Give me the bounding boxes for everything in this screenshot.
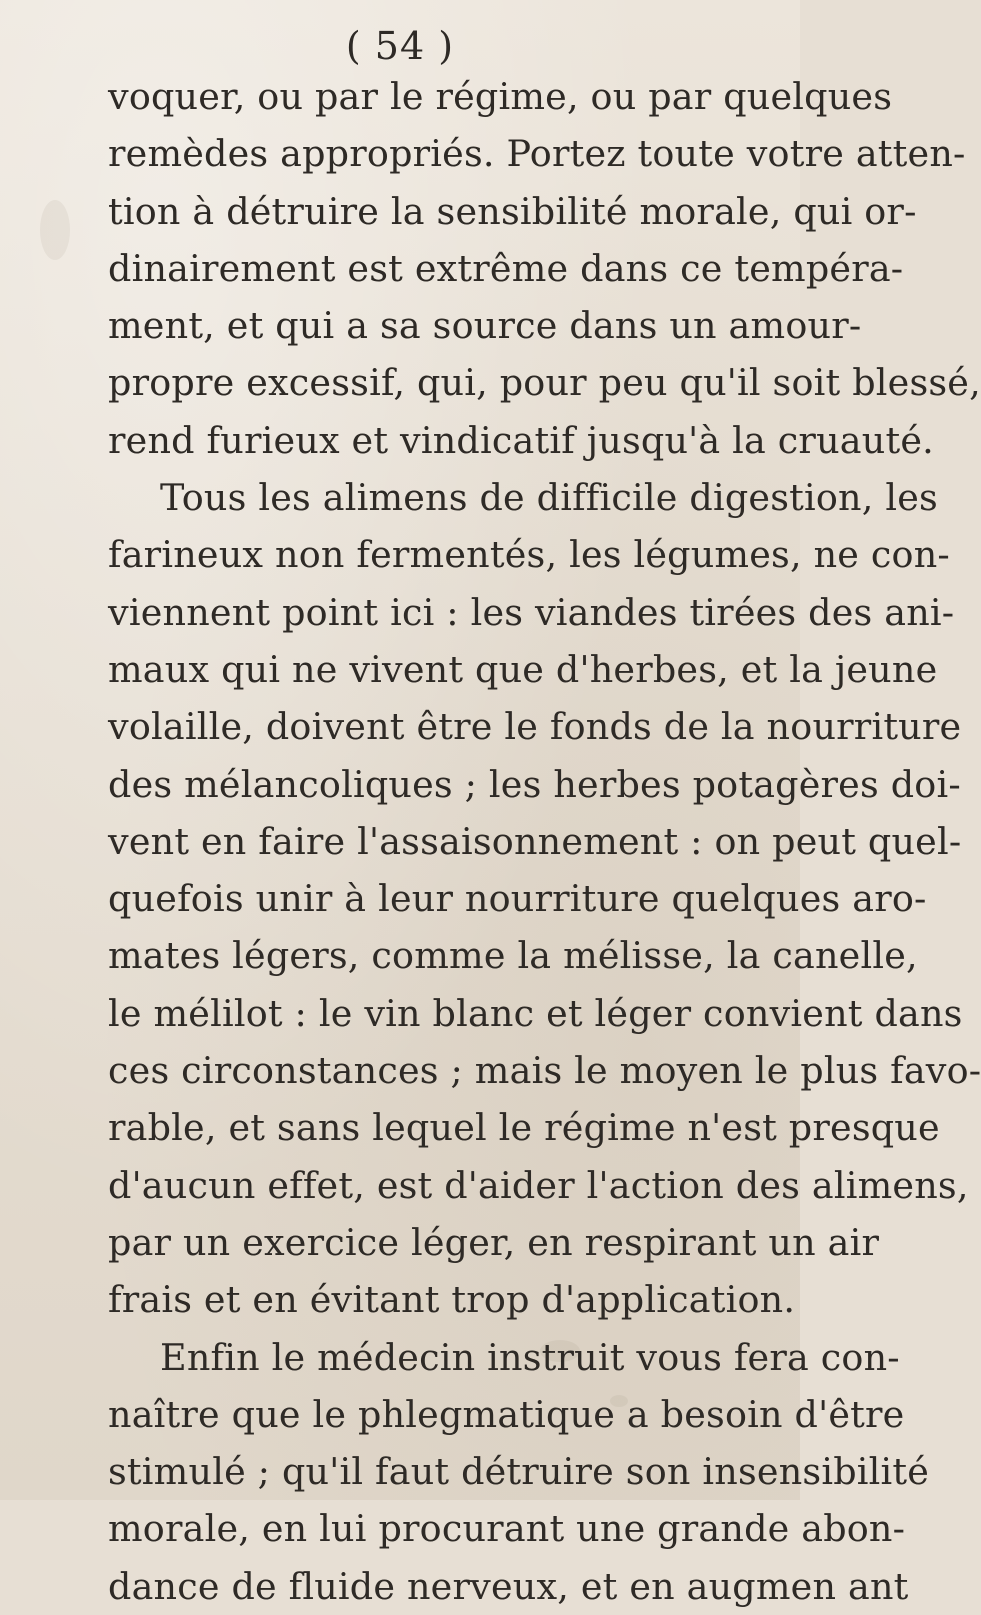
text-line: ces circonstances ; mais le moyen le plus favo-	[108, 1049, 981, 1093]
text-line: d'aucun effet, est d'aider l'action des alimens,	[108, 1163, 969, 1207]
text-line: le mélilot : le vin blanc et léger convient dans	[108, 991, 963, 1035]
text-line: rable, et sans lequel le régime n'est presque	[108, 1106, 940, 1150]
text-line: des mélancoliques ; les herbes potagères doi-	[108, 762, 961, 806]
text-line: dance de fluide nerveux, et en augmen ant	[108, 1564, 909, 1608]
page-number: ( 54 )	[345, 24, 455, 68]
text-line: remèdes appropriés. Portez toute votre atten-	[108, 132, 966, 176]
text-line: mates légers, comme la mélisse, la canelle,	[108, 934, 918, 978]
text-line: naître que le phlegmatique a besoin d'être	[108, 1392, 905, 1436]
text-line: par un exercice léger, en respirant un air	[108, 1220, 880, 1264]
text-line: vent en faire l'assaisonnement : on peut quel-	[108, 819, 962, 863]
text-line: frais et en évitant trop d'application.	[108, 1278, 796, 1322]
text-line: maux qui ne vivent que d'herbes, et la jeune	[108, 647, 938, 691]
text-line: volaille, doivent être le fonds de la nourriture	[108, 705, 962, 749]
text-line: voquer, ou par le régime, ou par quelques	[108, 75, 893, 118]
text-line: morale, en lui procurant une grande abon-	[108, 1507, 906, 1551]
text-line: quefois unir à leur nourriture quelques aro-	[108, 877, 927, 921]
text-line: rend furieux et vindicatif jusqu'à la cruauté.	[108, 418, 934, 462]
text-line: propre excessif, qui, pour peu qu'il soit blessé,	[108, 361, 981, 405]
text-line: ment, et qui a sa source dans un amour-	[108, 304, 862, 348]
paper-stain	[40, 200, 70, 260]
text-line: dinairement est extrême dans ce tempéra-	[108, 246, 904, 290]
text-line: stimulé ; qu'il faut détruire son insensibilité	[108, 1450, 930, 1494]
text-line: viennent point ici : les viandes tirées des ani-	[108, 590, 955, 634]
text-line: farineux non fermentés, les légumes, ne con-	[108, 533, 950, 577]
paragraph-start-line: Enfin le médecin instruit vous fera con-	[160, 1335, 900, 1379]
text-line: tion à détruire la sensibilité morale, qui or-	[108, 189, 917, 233]
body-text	[108, 68, 981, 1615]
paragraph-start-line: Tous les alimens de difficile digestion, les	[160, 476, 938, 520]
